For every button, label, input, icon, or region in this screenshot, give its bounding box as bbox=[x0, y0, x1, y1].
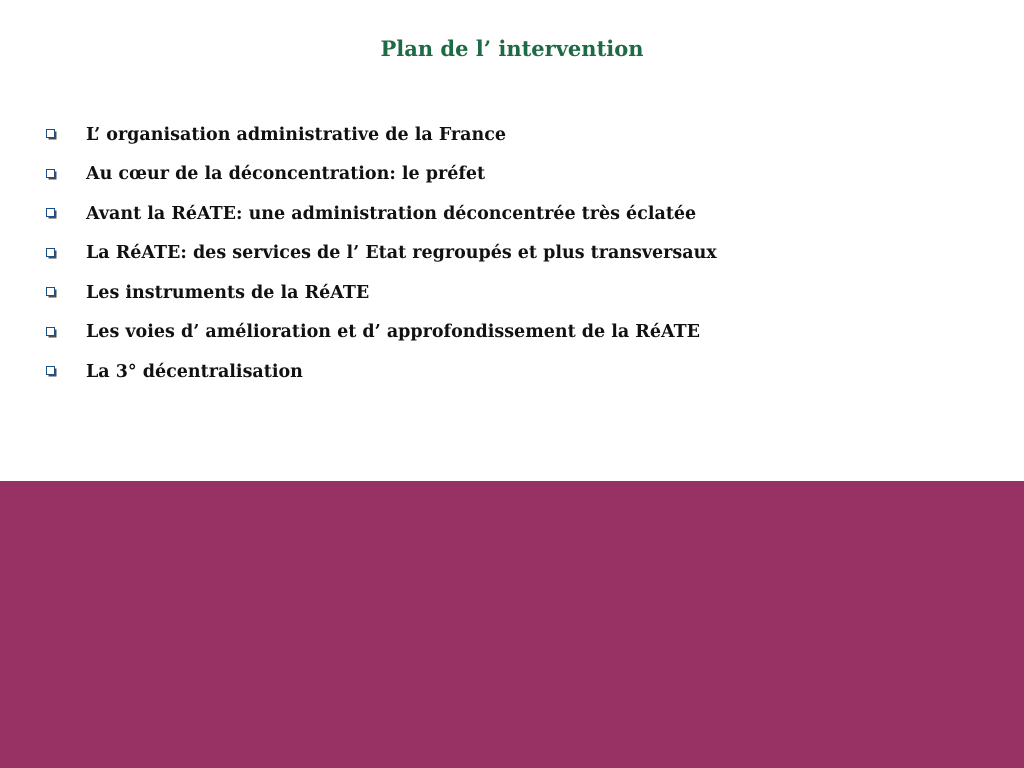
agenda-item-label: La RéATE: des services de l’ Etat regroupés et plus transversaux bbox=[86, 243, 717, 264]
agenda-list bbox=[46, 115, 976, 392]
agenda-item bbox=[46, 194, 976, 234]
agenda-item bbox=[46, 234, 976, 274]
agenda-item-label: Avant la RéATE: une administration déconcentrée très éclatée bbox=[86, 203, 697, 224]
agenda-item bbox=[46, 273, 976, 313]
agenda-item-label: La 3° décentralisation bbox=[86, 361, 303, 382]
agenda-item-label: Les instruments de la RéATE bbox=[86, 282, 370, 303]
slide-title: Plan de l’ intervention bbox=[380, 36, 644, 61]
hollow-square-bullet-icon bbox=[46, 327, 57, 338]
agenda-item-label: L’ organisation administrative de la France bbox=[86, 124, 507, 145]
footer-color-band bbox=[0, 481, 1024, 768]
agenda-item bbox=[46, 155, 976, 195]
hollow-square-bullet-icon bbox=[46, 366, 57, 377]
agenda-item bbox=[46, 352, 976, 392]
hollow-square-bullet-icon bbox=[46, 248, 57, 259]
agenda-item-label: Au cœur de la déconcentration: le préfet bbox=[86, 164, 486, 185]
hollow-square-bullet-icon bbox=[46, 208, 57, 219]
hollow-square-bullet-icon bbox=[46, 287, 57, 298]
hollow-square-bullet-icon bbox=[46, 129, 57, 140]
hollow-square-bullet-icon bbox=[46, 169, 57, 180]
agenda-item bbox=[46, 115, 976, 155]
agenda-item-label: Les voies d’ amélioration et d’ approfondissement de la RéATE bbox=[86, 322, 700, 343]
agenda-item bbox=[46, 313, 976, 353]
